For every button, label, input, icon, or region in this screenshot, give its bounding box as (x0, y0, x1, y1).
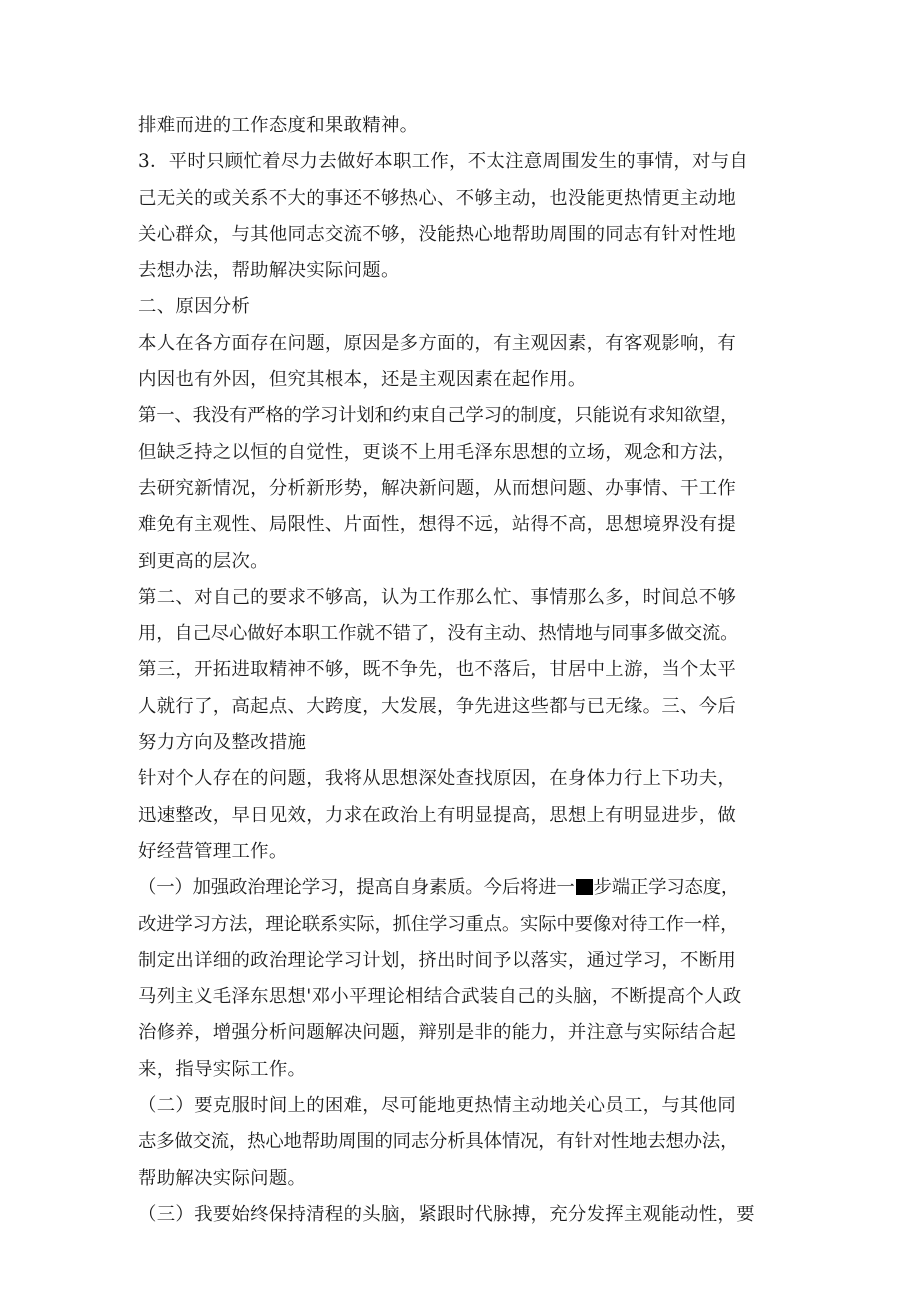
text-line: 第三，开拓进取精神不够，既不争先，也不落后，甘居中上游，当个太平 (138, 659, 737, 681)
section-heading: 二、原因分析 (138, 296, 251, 318)
text-line: 治修养，增强分析问题解决问题，辩别是非的能力，并注意与实际结合起 (138, 1022, 737, 1044)
text-line: 第二、对自己的要求不够高，认为工作那么忙、事情那么多，时间总不够 (138, 586, 737, 608)
text-line: 本人在各方面存在问题，原因是多方面的，有主观因素，有客观影响，有 (138, 332, 737, 354)
text-line: 志多做交流，热心地帮助周围的同志分析具体情况，有针对性地去想办法， (138, 1131, 739, 1153)
document-body (138, 108, 788, 1233)
text-line: 内因也有外因，但究其根本，还是主观因素在起作用。 (138, 369, 587, 391)
text-line: （三）我要始终保持清程的头脑，紧跟时代脉搏，充分发挥主观能动性，要 (138, 1203, 755, 1225)
text-segment: （一）加强政治理论学习，提高自身素质。今后将进一 (138, 877, 575, 899)
text-line: 来，指导实际工作。 (138, 1058, 307, 1080)
text-line: 但缺乏持之以恒的自觉性，更谈不上用毛泽东思想的立场，观念和方法， (138, 441, 737, 463)
text-line: 制定出详细的政治理论学习计划，挤出时间予以落实，通过学习，不断用 (138, 949, 737, 971)
text-segment: 步端正学习态度， (593, 877, 740, 899)
text-line: 迅速整改，早日见效，力求在政治上有明显提高，思想上有明显进步，做 (138, 804, 737, 826)
text-line: 到更高的层次。 (138, 550, 269, 572)
text-line: 好经营管理工作。 (138, 840, 288, 862)
text-line: 努力方向及整改措施 (138, 732, 307, 754)
text-line: 关心群众，与其他同志交流不够，没能热心地帮助周围的同志有针对性地 (138, 223, 737, 245)
text-line: 去研究新情况，分析新形势，解决新问题，从而想问题、办事情、干工作 (138, 477, 737, 499)
text-line: 用，自己尽心做好本职工作就不错了，没有主动、热情地与同事多做交流。 (138, 623, 739, 645)
text-line (138, 870, 788, 906)
text-line: 针对个人存在的问题，我将从思想深处查找原因，在身体力行上下功夫， (138, 768, 737, 790)
text-line: 排难而进的工作态度和果敢精神。 (138, 115, 419, 136)
text-line: 第一、我没有严格的学习计划和约束自己学习的制度，只能说有求知欲望， (138, 405, 739, 427)
text-line: 3．平时只顾忙着尽力去做好本职工作，不太注意周围发生的事情，对与自 (138, 151, 749, 173)
text-line: 改进学习方法，理论联系实际，抓住学习重点。实际中要像对待工作一样， (138, 913, 739, 935)
text-line: （二）要克服时间上的困难，尽可能地更热情主动地关心员工，与其他同 (138, 1095, 737, 1117)
text-line: 人就行了，高起点、大跨度，大发展，争先进这些都与已无缘。三、今后 (138, 695, 737, 717)
text-line: 帮助解决实际问题。 (138, 1167, 307, 1189)
text-line: 去想办法，帮助解决实际问题。 (138, 260, 400, 282)
text-line: 己无关的或关系不大的事还不够热心、不够主动，也没能更热情更主动地 (138, 187, 737, 209)
redaction-block (576, 879, 593, 895)
text-line: 难免有主观性、局限性、片面性，想得不远，站得不高，思想境界没有提 (138, 514, 737, 536)
text-line: 马列主义毛泽东思想'邓小平理论相结合武装自己的头脑，不断提高个人政 (138, 986, 742, 1008)
